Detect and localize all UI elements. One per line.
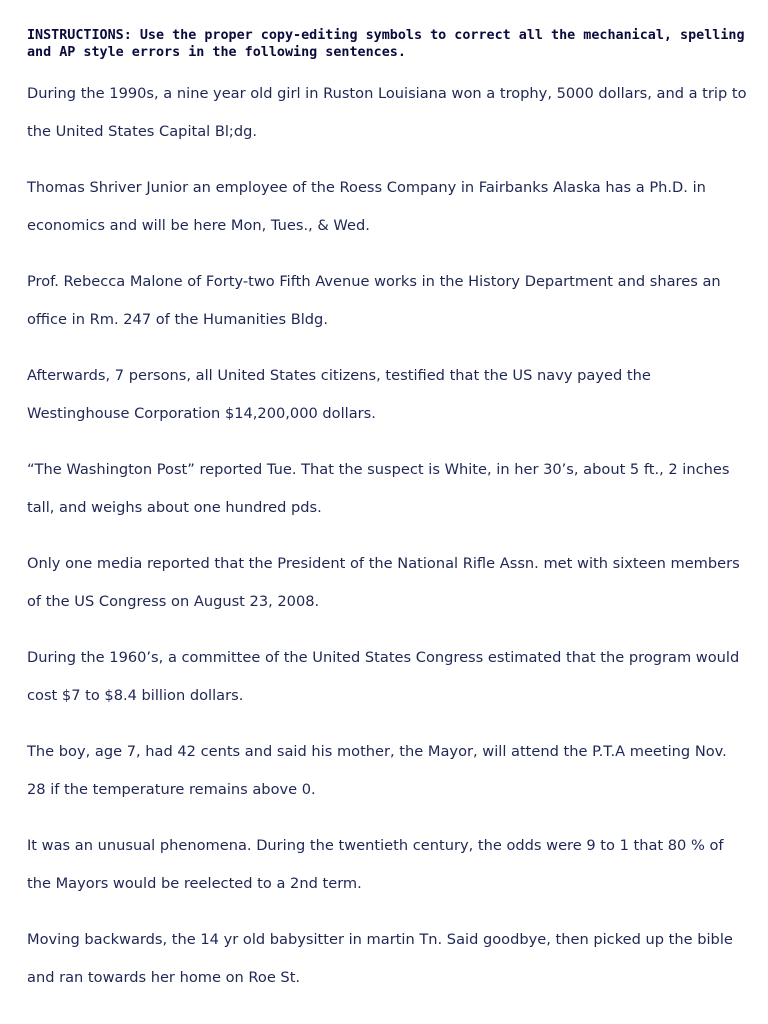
sentence-7: During the 1960’s, a committee of the United States Congress estimated that the program would cost $7 to $8.4 billion dollars. [27, 649, 740, 704]
sentence-3: Prof. Rebecca Malone of Forty-two Fifth Avenue works in the History Department and shares an office in Rm. 247 of the Humanities Bldg. [27, 273, 721, 328]
sentence-6: Only one media reported that the President of the National Rifle Assn. met with sixteen members of the US Congress on August 23, 2008. [27, 555, 740, 610]
sentence-10: Moving backwards, the 14 yr old babysitter in martin Tn. Said goodbye, then picked up the bible and ran towards her home on Roe St. [27, 931, 733, 986]
worksheet [27, 27, 747, 1015]
sentence-5: “The Washington Post” reported Tue. That the suspect is White, in her 30’s, about 5 ft., 2 inches tall, and weighs about one hundred pds. [27, 461, 730, 516]
sentence-2: Thomas Shriver Junior an employee of the Roess Company in Fairbanks Alaska has a Ph.D. in economics and will be here Mon, Tues., & Wed. [27, 179, 706, 234]
sentence-1: During the 1990s, a nine year old girl in Ruston Louisiana won a trophy, 5000 dollars, and a trip to the United States Capital Bl;dg. [27, 85, 747, 140]
sentence-9: It was an unusual phenomena. During the twentieth century, the odds were 9 to 1 that 80 % of the Mayors would be reelected to a 2nd term. [27, 837, 724, 892]
sentence-4: Afterwards, 7 persons, all United States citizens, testified that the US navy payed the Westinghouse Corporation $14,200,000 dollars. [27, 367, 651, 422]
sentence-8: The boy, age 7, had 42 cents and said his mother, the Mayor, will attend the P.T.A meeting Nov. 28 if the temperature remains above 0. [27, 743, 727, 798]
instructions-heading: INSTRUCTIONS: Use the proper copy-editing symbols to correct all the mechanical, spelling and AP style errors in the following sentences. [27, 28, 745, 60]
